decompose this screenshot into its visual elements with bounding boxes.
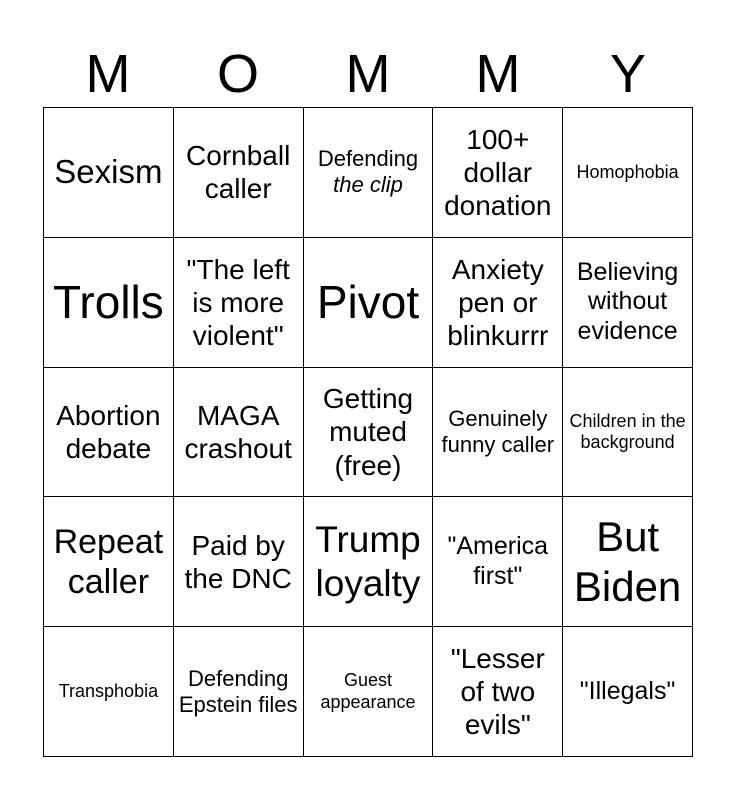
- bingo-cell-label: [567, 411, 688, 453]
- bingo-cell[interactable]: [44, 497, 174, 627]
- bingo-cell[interactable]: [174, 497, 304, 627]
- bingo-cell-label: [437, 123, 558, 222]
- bingo-cell-text: Trump loyalty: [315, 519, 421, 604]
- bingo-cell-label: [59, 681, 158, 702]
- bingo-cell-label: [317, 275, 419, 329]
- bingo-cell-text: Defending Epstein files: [178, 665, 298, 717]
- bingo-cell-label: [437, 406, 558, 458]
- bingo-cell-label: [437, 532, 558, 591]
- bingo-cell[interactable]: [304, 627, 434, 757]
- bingo-cell-text: Repeat caller: [53, 522, 164, 601]
- bingo-board: [43, 107, 693, 757]
- bingo-cell[interactable]: [174, 368, 304, 498]
- bingo-cell[interactable]: [433, 627, 563, 757]
- header-letter: M: [345, 44, 391, 104]
- bingo-cell[interactable]: [44, 368, 174, 498]
- bingo-cell-label: [178, 529, 299, 595]
- bingo-cell-text: Transphobia: [58, 680, 159, 701]
- bingo-cell-text: MAGA crashout: [184, 399, 292, 464]
- bingo-cell-text: Abortion debate: [56, 399, 161, 464]
- bingo-cell[interactable]: [563, 497, 693, 627]
- bingo-cell-text: "The left is more violent": [186, 253, 290, 351]
- bingo-cell-label: [308, 518, 429, 605]
- bingo-cell[interactable]: [563, 627, 693, 757]
- bingo-cell-text: "Lesser of two evils": [450, 643, 545, 741]
- bingo-cell-label: [318, 146, 418, 198]
- bingo-cell-label: [53, 275, 164, 329]
- bingo-cell-label: [308, 670, 429, 712]
- bingo-cell-label: [54, 153, 162, 192]
- header-letter: O: [216, 44, 259, 104]
- bingo-cell[interactable]: [433, 368, 563, 498]
- bingo-cell[interactable]: [563, 108, 693, 238]
- bingo-cell-label: [437, 253, 558, 352]
- header-letter: M: [475, 44, 521, 104]
- bingo-cell-text: Paid by the DNC: [184, 529, 292, 594]
- bingo-cell-label: [437, 642, 558, 741]
- bingo-cell-text: But Biden: [573, 513, 682, 610]
- bingo-cell-text: Trolls: [53, 276, 164, 329]
- bingo-cell-text: Guest appearance: [320, 670, 416, 712]
- bingo-cell-text: Homophobia: [576, 161, 679, 182]
- bingo-cell[interactable]: [304, 497, 434, 627]
- bingo-cell[interactable]: [44, 108, 174, 238]
- bingo-cell-label: [567, 512, 688, 611]
- bingo-cell-text: Anxiety pen or blinkurrr: [447, 253, 549, 351]
- bingo-cell-label: [308, 382, 429, 481]
- bingo-cell-text: Genuinely funny caller: [441, 406, 555, 457]
- bingo-cell[interactable]: [44, 627, 174, 757]
- bingo-cell[interactable]: [174, 108, 304, 238]
- header-letter: M: [85, 44, 131, 104]
- bingo-cell-text: Believing without evidence: [576, 257, 679, 345]
- bingo-cell-label: [567, 258, 688, 347]
- bingo-cell-text: Sexism: [54, 152, 163, 190]
- bingo-cell[interactable]: [433, 238, 563, 368]
- bingo-cell[interactable]: [563, 368, 693, 498]
- bingo-cell-label: [178, 253, 299, 352]
- bingo-cell-label: [48, 399, 169, 465]
- bingo-cell[interactable]: [304, 108, 434, 238]
- bingo-cell[interactable]: [304, 238, 434, 368]
- header-letter: Y: [609, 44, 647, 104]
- bingo-cell[interactable]: [304, 368, 434, 498]
- bingo-cell-text: "America first": [447, 532, 549, 590]
- bingo-cell-text: 100+ dollar donation: [444, 123, 552, 221]
- bingo-cell-label: [48, 522, 169, 602]
- bingo-cell-text: Pivot: [316, 276, 420, 329]
- bingo-cell-text: Getting muted (free): [322, 383, 414, 481]
- bingo-cell[interactable]: [174, 627, 304, 757]
- bingo-cell[interactable]: [563, 238, 693, 368]
- bingo-cell-text: Children in the background: [569, 410, 686, 452]
- bingo-cell-text: "Illegals": [579, 676, 676, 705]
- bingo-cell-label: [178, 666, 299, 718]
- bingo-cell-label: [580, 677, 676, 707]
- bingo-cell-text: Defending: [317, 146, 419, 172]
- bingo-cell-label: [178, 399, 299, 465]
- bingo-cell[interactable]: [433, 497, 563, 627]
- bingo-header: [43, 40, 693, 108]
- bingo-cell[interactable]: [174, 238, 304, 368]
- bingo-cell-text: Cornball caller: [186, 140, 291, 205]
- bingo-cell-text: the clip: [333, 172, 403, 198]
- bingo-cell[interactable]: [433, 108, 563, 238]
- bingo-cell-label: [178, 139, 299, 205]
- bingo-cell[interactable]: [44, 238, 174, 368]
- bingo-cell-label: [577, 162, 679, 183]
